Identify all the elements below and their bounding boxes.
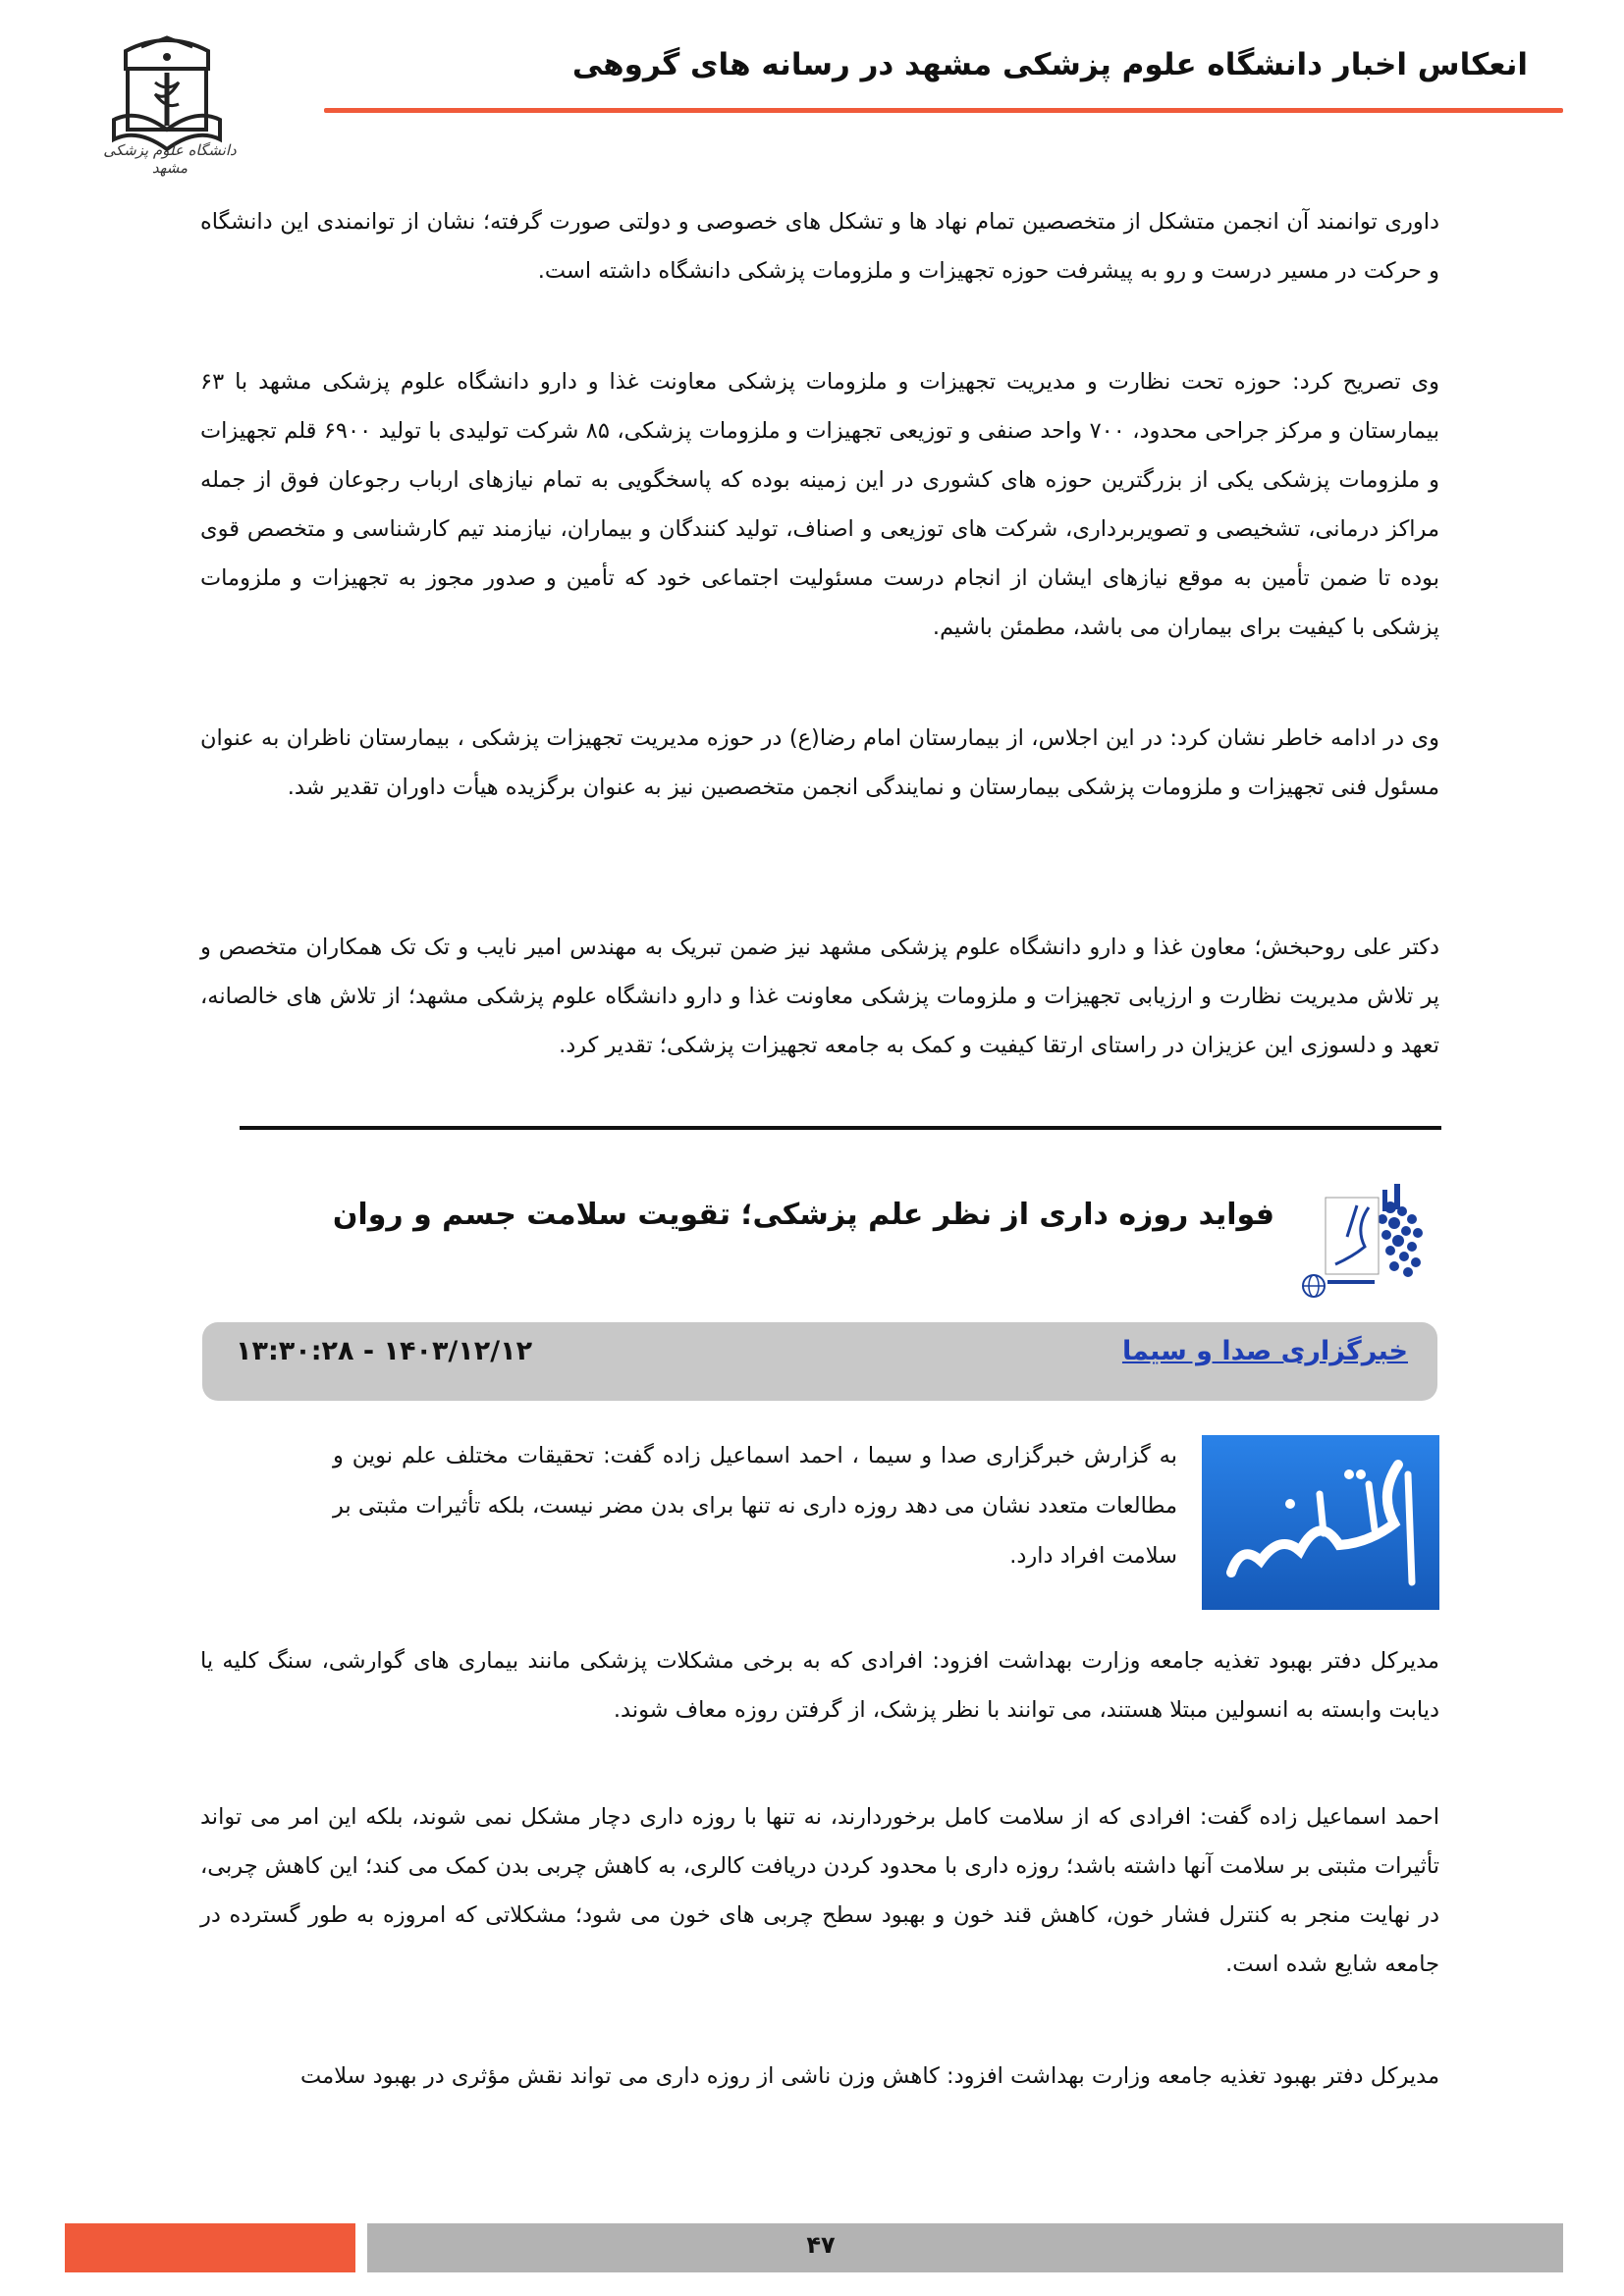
body-paragraph: وی در ادامه خاطر نشان کرد: در این اجلاس، از بیمارستان امام رضا(ع) در حوزه مدیریت تجهیزات پزشکی ، بیمارستان ناظران به عنوان مسئول فنی تجهیزات و ملزومات پزشکی بیمارستان و نمایندگی انجمن متخصصین نیز به عنوان برگزیده هیأت داوران تقدیر شد. bbox=[200, 725, 1439, 800]
news-thumbnail bbox=[1202, 1435, 1439, 1610]
news-agency-logo bbox=[1296, 1178, 1441, 1306]
body-paragraph: وی تصریح کرد: حوزه تحت نظارت و مدیریت تجهیزات و ملزومات پزشکی معاونت غذا و دارو دانشگاه علوم پزشکی مشهد با ۶۳ بیمارستان و مرکز جراحی محدود، ۷۰۰ واحد صنفی و توزیعی تجهیزات و ملزومات پزشکی، ۸۵ شرکت تولیدی با تولید ۶۹۰۰ قلم تجهیزات و ملزومات پزشکی یکی از بزرگترین حوزه های کشوری در این زمینه بوده که پاسخگویی به تمام نیازهای ارباب رجوعان فوق از جمله مراکز درمانی، تشخیصی و تصویربرداری، شرکت های توزیعی و اصناف، تولید کنندگان و بیماران، نیازمند تیم کارشناسی و متخصص قوی بوده تا ضمن تأمین به موقع نیازهای ایشان از انجام درست مسئولیت اجتماعی خود که تأمین و صدور مجوز به تجهیزات و ملزومات پزشکی با کیفیت برای بیماران می باشد، مطمئن باشیم. bbox=[200, 369, 1439, 640]
article-lead: به گزارش خبرگزاری صدا و سیما ، احمد اسماعیل زاده گفت: تحقیقات مختلف علم نوین و مطالعات متعدد نشان می دهد روزه داری نه تنها برای بدن مضر نیست، بلکه تأثیرات مثبتی بر سلامت افراد دارد. bbox=[333, 1443, 1177, 1569]
body-paragraph: احمد اسماعیل زاده گفت: افرادی که از سلامت کامل برخوردارند، نه تنها با روزه داری دچار مشکل نمی شوند، بلکه این امر می تواند تأثیرات مثبتی بر سلامت آنها داشته باشد؛ روزه داری با محدود کردن دریافت کالری، به کاهش چربی بدن کمک می کند؛ این کاهش چربی، در نهایت منجر به کنترل فشار خون، کاهش قند خون و بهبود سطح چربی های خون می شود؛ مشکلاتی که امروزه به طور گسترده در جامعه شایع شده است. bbox=[200, 1804, 1439, 1977]
footer-accent-bar bbox=[65, 2223, 355, 2272]
article-title: فواید روزه داری از نظر علم پزشکی؛ تقویت سلامت جسم و روان bbox=[332, 1198, 1274, 1232]
section-divider bbox=[240, 1126, 1441, 1130]
body-paragraph: دکتر علی روحبخش؛ معاون غذا و دارو دانشگاه علوم پزشکی مشهد نیز ضمن تبریک به مهندس امیر نایب و تک تک همکاران متخصص و پر تلاش مدیریت نظارت و ارزیابی تجهیزات و ملزومات پزشکی معاونت غذا و دارو دانشگاه علوم پزشکی مشهد؛ از تلاش های خالصانه، تعهد و دلسوزی این عزیزان در راستای ارتقا کیفیت و کمک به جامعه تجهیزات پزشکی؛ تقدیر کرد. bbox=[200, 934, 1439, 1058]
header-title: انعکاس اخبار دانشگاه علوم پزشکی مشهد در رسانه های گروهی bbox=[571, 47, 1528, 82]
source-link[interactable]: خبرگزاری صدا و سیما bbox=[1121, 1336, 1408, 1366]
page-number: ۴۷ bbox=[806, 2231, 836, 2259]
publish-datetime: ۱۴۰۳/۱۲/۱۲ - ۱۳:۳۰:۲۸ bbox=[236, 1336, 533, 1366]
footer-bar bbox=[367, 2223, 1563, 2272]
body-paragraph: مدیرکل دفتر بهبود تغذیه جامعه وزارت بهداشت افزود: افرادی که به برخی مشکلات پزشکی مانند بیماری های گوارشی، سنگ کلیه یا دیابت وابسته به انسولین مبتلا هستند، می توانند با نظر پزشک، از گرفتن روزه معاف شوند. bbox=[200, 1648, 1439, 1723]
header-rule bbox=[324, 108, 1563, 113]
body-paragraph: داوری توانمند آن انجمن متشکل از متخصصین تمام نهاد ها و تشکل های خصوصی و دولتی صورت گرفته؛ نشان از توانمندی این دانشگاه و حرکت در مسیر درست و رو به پیشرفت حوزه تجهیزات و ملزومات پزشکی دانشگاه داشته است. bbox=[200, 209, 1439, 284]
body-paragraph: مدیرکل دفتر بهبود تغذیه جامعه وزارت بهداشت افزود: کاهش وزن ناشی از روزه داری می تواند نقش مؤثری در بهبود سلامت bbox=[300, 2063, 1439, 2089]
logo-caption: دانشگاه علوم پزشکی مشهد bbox=[103, 141, 237, 177]
